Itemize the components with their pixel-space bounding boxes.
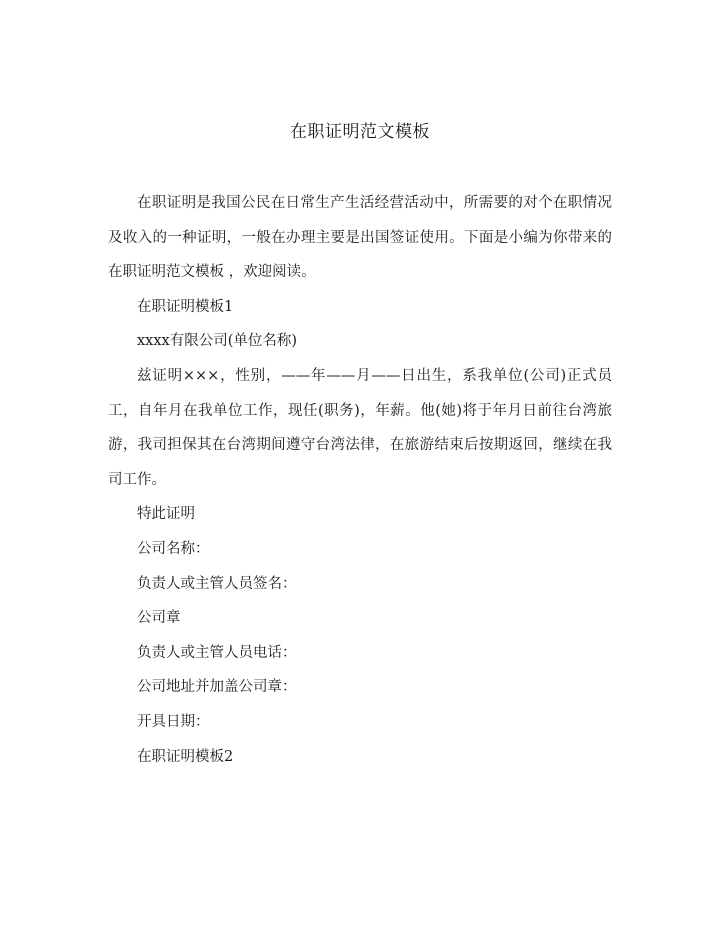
phone-field: 负责人或主管人员电话： <box>137 644 297 661</box>
intro-paragraph: 在职证明是我国公民在日常生产生活经营活动中，所需要的对个在职情况及收入的一种证明，一般在办理主要是出国签证使用。下面是小编为你带来的在职证明范文模板 ，欢迎阅读。 <box>108 195 612 281</box>
company-seal-field: 公司章 <box>137 610 181 627</box>
issue-date-field: 开具日期： <box>137 713 210 730</box>
certification-paragraph: 兹证明×××，性别，——年——月——日出生，系我单位(公司)正式员工，自年月在我单位工作，现任(职务)，年薪。他(她)将于年月日前往台湾旅游，我司担保其在台湾期间遵守台湾法律，在旅游结束后按期返回，继续在我司工作。 <box>108 367 612 488</box>
document-body <box>108 186 612 774</box>
template-1-heading: 在职证明模板1 <box>137 298 234 315</box>
hereby-certify-line: 特此证明 <box>137 506 195 523</box>
document-title: 在职证明范文模板 <box>290 122 430 142</box>
company-name-line: xxxx有限公司(单位名称) <box>137 333 298 350</box>
signature-field: 负责人或主管人员签名： <box>137 575 297 592</box>
company-name-field: 公司名称： <box>137 540 210 557</box>
template-2-heading: 在职证明模板2 <box>137 748 234 765</box>
address-seal-field: 公司地址并加盖公司章： <box>137 679 297 696</box>
